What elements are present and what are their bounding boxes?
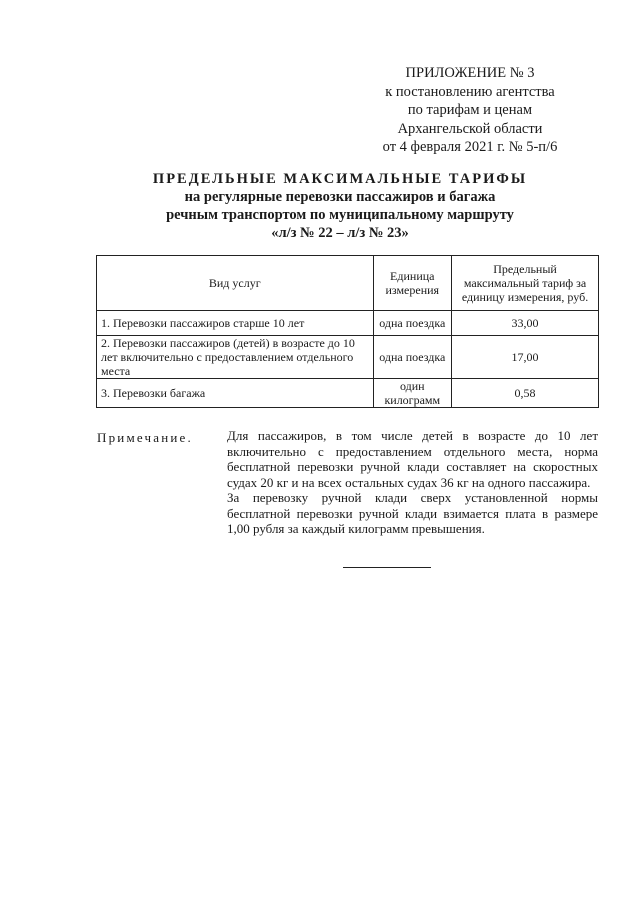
cell-service: 1. Перевозки пассажиров старше 10 лет: [97, 311, 374, 336]
column-header-unit: Единица измерения: [373, 256, 452, 311]
cell-price: 33,00: [452, 311, 599, 336]
table-header-row: [97, 256, 599, 311]
note-paragraph: Для пассажиров, в том числе детей в возрасте до 10 лет включительно с предоставлением отдельного места, норма бесплатной перевозки ручной клади составляет на скоростных судах 20 кг и на всех остальных судах 36 кг на одного пассажира.: [227, 428, 598, 490]
cell-unit: один килограмм: [373, 379, 452, 408]
appendix-title: ПРИЛОЖЕНИЕ № 3: [405, 65, 535, 81]
document-title: [60, 170, 620, 242]
column-header-price: Предельный максимальный тариф за единицу измерения, руб.: [452, 256, 599, 311]
note-paragraph: За перевозку ручной клади сверх установленной нормы бесплатной перевозки ручной клади взимается плата в размере 1,00 рубля за каждый килограмм превышения.: [227, 490, 598, 536]
cell-service: 3. Перевозки багажа: [97, 379, 374, 408]
column-header-service: Вид услуг: [97, 256, 374, 311]
title-subtitle: на регулярные перевозки пассажиров и багажа: [184, 189, 496, 205]
cell-unit: одна поездка: [373, 336, 452, 379]
note-text: [227, 428, 598, 537]
tariff-table: [96, 255, 599, 408]
note-label: Примечание.: [97, 430, 193, 445]
title-main: ПРЕДЕЛЬНЫЕ МАКСИМАЛЬНЫЕ ТАРИФЫ: [152, 171, 528, 187]
appendix-line: к постановлению агентства: [385, 83, 555, 100]
appendix-line: Архангельской области: [397, 120, 543, 137]
cell-service: 2. Перевозки пассажиров (детей) в возрасте до 10 лет включительно с предоставлением отдельного места: [97, 336, 374, 379]
table-row: [97, 336, 599, 379]
title-subtitle: речным транспортом по муниципальному маршруту: [166, 207, 514, 223]
appendix-date-line: от 4 февраля 2021 г. № 5-п/6: [382, 139, 558, 155]
title-route: «л/з № 22 – л/з № 23»: [271, 225, 409, 241]
cell-price: 17,00: [452, 336, 599, 379]
signature-divider-line: [343, 567, 431, 568]
cell-price: 0,58: [452, 379, 599, 408]
table-row: [97, 379, 599, 408]
cell-unit: одна поездка: [373, 311, 452, 336]
table-row: [97, 311, 599, 336]
appendix-header: [350, 64, 590, 157]
appendix-line: по тарифам и ценам: [407, 102, 533, 118]
